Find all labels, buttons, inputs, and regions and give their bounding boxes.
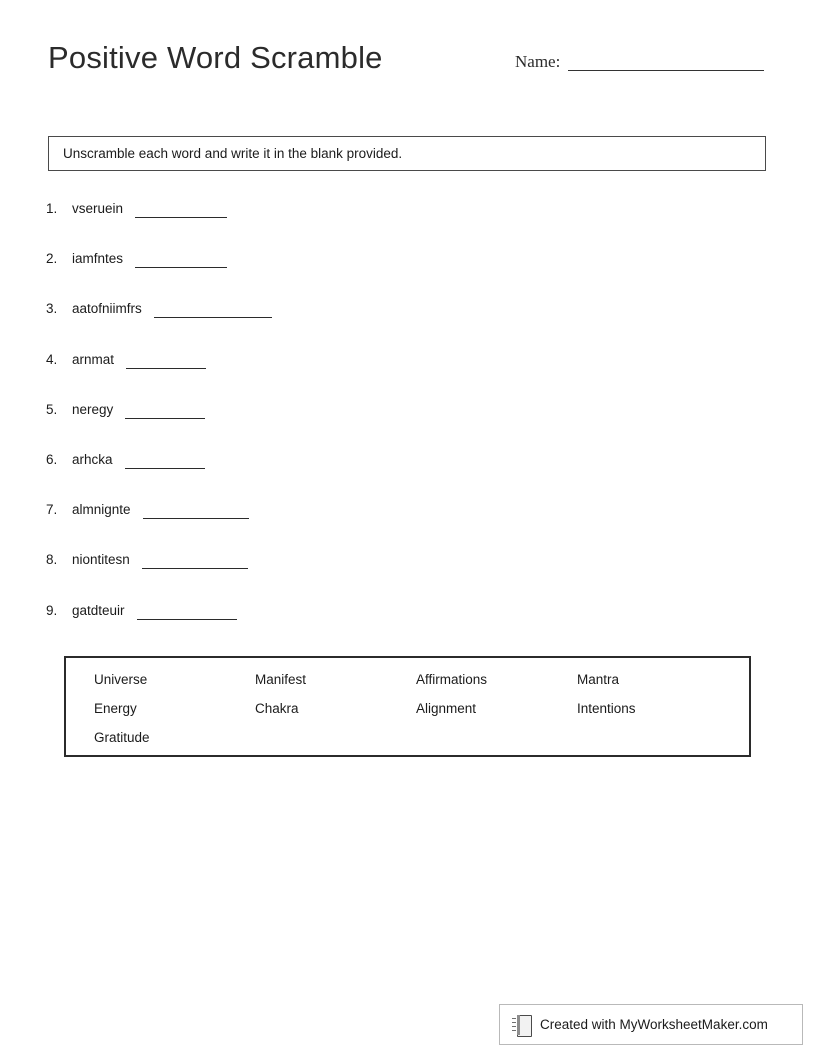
problem-list xyxy=(46,200,766,652)
answer-blank[interactable] xyxy=(142,551,248,569)
word-bank-row xyxy=(94,701,749,730)
scrambled-word: iamfntes xyxy=(72,251,124,267)
name-label: Name: xyxy=(515,52,561,71)
scrambled-word: neregy xyxy=(72,401,114,417)
answer-blank[interactable] xyxy=(125,451,205,469)
scrambled-word: niontitesn xyxy=(72,552,130,568)
list-item xyxy=(46,351,766,401)
answer-blank[interactable] xyxy=(135,250,227,268)
word-bank-word: Mantra xyxy=(577,672,620,687)
list-item xyxy=(46,551,766,601)
worksheet-header xyxy=(48,40,768,96)
scrambled-word: aatofniimfrs xyxy=(72,301,142,317)
instruction-text: Unscramble each word and write it in the blank provided. xyxy=(63,146,403,161)
answer-blank[interactable] xyxy=(125,401,205,419)
badge-label: Created with MyWorksheetMaker.com xyxy=(540,1017,768,1032)
problem-number: 7. xyxy=(46,502,58,518)
problem-number: 3. xyxy=(46,301,58,317)
word-bank-word: Manifest xyxy=(255,672,307,687)
answer-blank[interactable] xyxy=(137,602,237,620)
problem-number: 8. xyxy=(46,552,58,568)
name-field-group xyxy=(515,52,764,74)
problem-number: 4. xyxy=(46,351,58,367)
word-bank-word: Affirmations xyxy=(416,672,488,687)
problem-number: 5. xyxy=(46,401,58,417)
instruction-box xyxy=(48,136,766,171)
scrambled-word: arnmat xyxy=(72,351,115,367)
list-item xyxy=(46,250,766,300)
answer-blank[interactable] xyxy=(154,300,272,318)
book-icon xyxy=(512,1014,532,1036)
answer-blank[interactable] xyxy=(135,200,227,218)
word-bank-word: Energy xyxy=(94,701,137,716)
problem-number: 2. xyxy=(46,251,58,267)
list-item xyxy=(46,501,766,551)
problem-number: 6. xyxy=(46,451,58,467)
scrambled-word: almnignte xyxy=(72,502,131,518)
list-item xyxy=(46,401,766,451)
problem-number: 1. xyxy=(46,201,58,216)
scrambled-word: vseruein xyxy=(72,201,124,216)
problem-number: 9. xyxy=(46,602,58,618)
list-item xyxy=(46,300,766,350)
list-item xyxy=(46,451,766,501)
scrambled-word: arhcka xyxy=(72,451,113,467)
name-input-line[interactable] xyxy=(568,70,764,71)
created-with-badge[interactable] xyxy=(499,1004,803,1045)
answer-blank[interactable] xyxy=(126,351,206,369)
list-item xyxy=(46,200,766,250)
word-bank xyxy=(64,656,751,757)
list-item xyxy=(46,602,766,652)
scrambled-word: gatdteuir xyxy=(72,602,125,618)
word-bank-word: Alignment xyxy=(416,701,477,716)
word-bank-word: Gratitude xyxy=(94,730,150,745)
word-bank-word: Chakra xyxy=(255,701,299,716)
word-bank-word: Universe xyxy=(94,672,148,687)
page-title: Positive Word Scramble xyxy=(48,40,383,75)
word-bank-word: Intentions xyxy=(577,701,636,716)
answer-blank[interactable] xyxy=(143,501,249,519)
word-bank-row xyxy=(94,672,749,701)
word-bank-row xyxy=(94,730,749,759)
